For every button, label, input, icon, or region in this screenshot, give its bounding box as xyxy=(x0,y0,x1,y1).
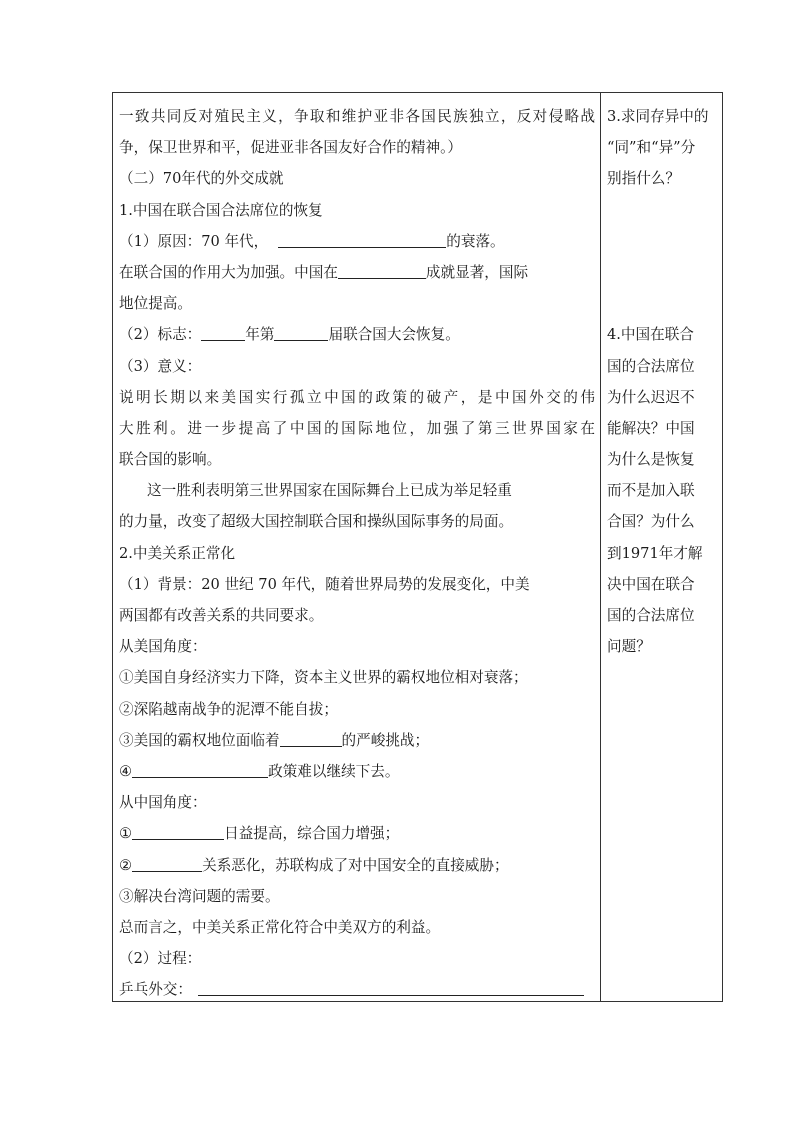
fill-blank[interactable] xyxy=(132,856,202,872)
question-line: “同”和“异”分 xyxy=(607,139,696,157)
text-span: 的严峻挑战； xyxy=(341,731,430,749)
text-line: 说明长期以来美国实行孤立中国的政策的破产，是中国外交的伟 xyxy=(119,388,595,406)
question-line: 为什么迟迟不 xyxy=(607,388,695,406)
fill-blank[interactable] xyxy=(198,980,584,996)
section-heading: （二）70年代的外交成就 xyxy=(119,170,284,188)
text-span: ③美国的霸权地位面临着 xyxy=(119,731,280,749)
question-line: 问题？ xyxy=(607,638,651,656)
question-line: 国的合法席位 xyxy=(607,357,695,375)
text-span: 届联合国大会恢复。 xyxy=(328,326,460,344)
subsection-heading: 2.中美关系正常化 xyxy=(119,544,236,562)
fill-blank[interactable] xyxy=(274,325,328,341)
text-span: ① xyxy=(119,825,133,843)
text-line: 从美国角度： xyxy=(119,638,207,656)
fill-blank[interactable] xyxy=(201,325,245,341)
text-line xyxy=(119,756,595,787)
text-line: （3）意义： xyxy=(119,357,202,375)
text-line xyxy=(119,725,595,756)
fill-blank[interactable] xyxy=(338,263,426,279)
text-line: 地位提高。 xyxy=(119,295,192,313)
text-line: 联合国的影响。 xyxy=(119,451,222,469)
question-line: 到1971年才解 xyxy=(607,544,703,562)
cause-line xyxy=(119,226,595,257)
text-span: ④ xyxy=(119,762,133,780)
fill-blank[interactable] xyxy=(132,762,268,778)
text-line xyxy=(119,974,595,1005)
text-span: 乒乓外交： xyxy=(119,981,192,999)
question-line: 3.求同存异中的 xyxy=(607,108,709,125)
text-line: ②深陷越南战争的泥潭不能自拔； xyxy=(119,700,338,718)
text-line: 从中国角度： xyxy=(119,794,207,812)
text-line: ③解决台湾问题的需要。 xyxy=(119,887,280,905)
text-line: 大胜利。进一步提高了中国的国际地位，加强了第三世界国家在 xyxy=(119,419,595,437)
cause-label: （1）原因：70 年代， xyxy=(119,232,269,250)
text-line: 两国都有改善关系的共同要求。 xyxy=(119,607,324,624)
question-line: 而不是加入联 xyxy=(607,482,695,500)
text-line: ①美国自身经济实力下降，资本主义世界的霸权地位相对衰落； xyxy=(119,669,528,687)
text-line: 一致共同反对殖民主义，争取和维护亚非各国民族独立，反对侵略战 xyxy=(119,108,595,125)
text-span: 成就显著，国际 xyxy=(425,263,529,281)
column-divider xyxy=(600,93,601,1001)
main-column xyxy=(119,101,595,1005)
question-line: 为什么是恢复 xyxy=(607,451,695,469)
fill-blank[interactable] xyxy=(278,232,446,248)
question-line: 4.中国在联合 xyxy=(607,326,694,344)
question-line: 合国？为什么 xyxy=(607,513,695,531)
text-line: 的力量，改变了超级大国控制联合国和操纵国际事务的局面。 xyxy=(119,513,514,531)
fill-blank[interactable] xyxy=(132,824,224,840)
text-line: （1）背景：20 世纪 70 年代，随着世界局势的发展变化，中美 xyxy=(119,575,530,593)
text-line: 总而言之，中美关系正常化符合中美双方的利益。 xyxy=(119,918,441,936)
subsection-heading: 1.中国在联合国合法席位的恢复 xyxy=(119,201,323,219)
text-span: 年第 xyxy=(245,326,275,344)
text-span: 日益提高，综合国力增强； xyxy=(224,825,400,843)
question-line: 国的合法席位 xyxy=(607,607,695,624)
question-line: 能解决？中国 xyxy=(607,419,695,437)
side-column xyxy=(607,101,719,662)
fill-blank[interactable] xyxy=(280,731,342,747)
text-line xyxy=(119,818,595,849)
text-span: 的衰落。 xyxy=(446,232,505,250)
text-span: 在联合国的作用大为加强。中国在 xyxy=(119,263,338,281)
question-line: 别指什么？ xyxy=(607,170,680,188)
text-span: （2）标志： xyxy=(119,326,202,344)
text-line: 争，保卫世界和平，促进亚非各国友好合作的精神。） xyxy=(119,139,462,157)
text-line xyxy=(119,850,595,881)
text-line xyxy=(119,257,595,288)
lesson-table xyxy=(112,92,723,1002)
text-line: 这一胜利表明第三世界国家在国际舞台上已成为举足轻重 xyxy=(147,482,512,500)
sign-line xyxy=(119,319,595,350)
text-line: （2）过程： xyxy=(119,950,202,968)
question-line: 决中国在联合 xyxy=(607,575,695,593)
text-span: ② xyxy=(119,856,133,874)
text-span: 关系恶化，苏联构成了对中国安全的直接威胁； xyxy=(202,856,509,874)
text-span: 政策难以继续下去。 xyxy=(268,762,400,780)
